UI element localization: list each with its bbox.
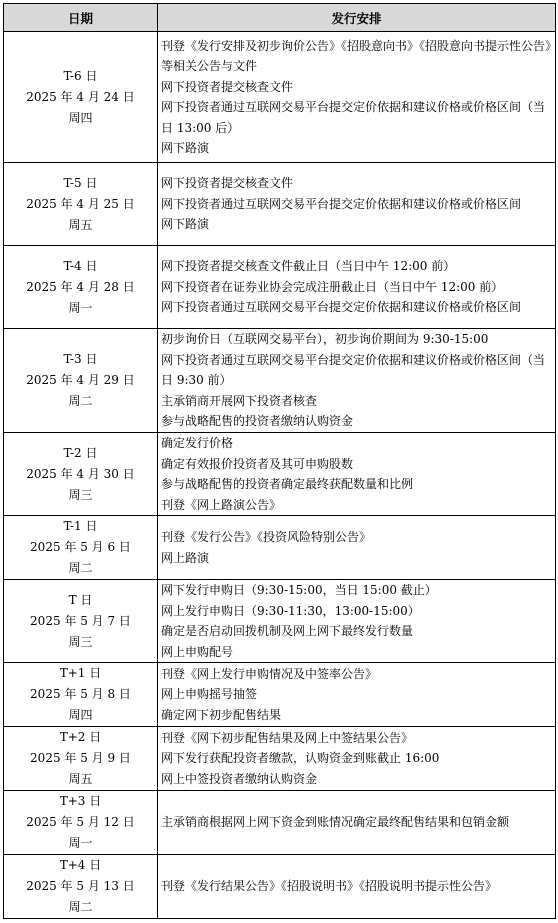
trade-day-label: T+4 日 (59, 858, 102, 872)
arrangement-item: 网上申购配号 (161, 644, 234, 659)
weekday-label: 周一 (68, 836, 93, 850)
arrangement-cell (158, 580, 556, 663)
arrangement-item: 网下投资者提交核查文件 (161, 176, 294, 191)
arrangement-item: 网下路演 (161, 141, 210, 155)
arrangement-item: 刊登《发行结果公告》《招股说明书》《招股说明书提示性公告》 (161, 879, 498, 894)
date-cell (4, 516, 158, 580)
weekday-label: 周四 (68, 708, 93, 722)
arrangement-item: 刊登《网上发行申购情况及中签率公告》 (161, 666, 378, 681)
trade-day-label: T-4 日 (63, 258, 98, 273)
date-cell (4, 163, 158, 246)
table-row (4, 433, 556, 516)
arrangement-item: 刊登《网下初步配售结果及网上中签结果公告》 (161, 730, 414, 745)
arrangement-item: 网下发行申购日（9:30-15:00，当日 15:00 截止） (161, 583, 437, 597)
date-cell (4, 433, 158, 516)
arrangement-item: 网下路演 (161, 217, 210, 232)
trade-day-label: T-2 日 (63, 445, 98, 460)
table-row (4, 516, 556, 580)
arrangement-item: 网上路演 (161, 550, 210, 565)
arrangement-cell (158, 791, 556, 855)
arrangement-item: 网上发行申购日（9:30-11:30，13:00-15:00） (161, 603, 420, 618)
arrangement-cell (158, 516, 556, 580)
trade-day-label: T 日 (68, 592, 93, 607)
weekday-label: 周二 (68, 900, 93, 914)
table-row (4, 329, 556, 433)
weekday-label: 周三 (68, 487, 93, 502)
arrangement-item: 确定是否启动回拨机制及网上网下最终发行数量 (161, 624, 414, 638)
arrangement-cell (158, 727, 556, 791)
calendar-date: 2025 年 4 月 30 日 (26, 466, 135, 481)
calendar-date: 2025 年 5 月 8 日 (30, 687, 131, 701)
arrangement-item: 刊登《网上路演公告》 (161, 497, 282, 512)
arrangement-item: 确定有效报价投资者及其可申购股数 (161, 456, 354, 471)
date-cell (4, 791, 158, 855)
calendar-date: 2025 年 5 月 9 日 (30, 751, 131, 765)
arrangement-item: 参与战略配售的投资者缴纳认购资金 (161, 414, 354, 429)
arrangement-cell (158, 32, 556, 163)
trade-day-label: T+1 日 (59, 666, 102, 680)
weekday-label: 周二 (68, 561, 93, 575)
trade-day-label: T+2 日 (59, 730, 102, 744)
arrangement-cell (158, 663, 556, 727)
calendar-date: 2025 年 5 月 12 日 (26, 815, 135, 829)
weekday-label: 周三 (68, 634, 93, 649)
calendar-date: 2025 年 5 月 13 日 (26, 879, 135, 893)
weekday-label: 周五 (68, 217, 93, 232)
weekday-label: 周二 (68, 394, 93, 408)
trade-day-label: T-5 日 (63, 175, 98, 190)
table-row (4, 32, 556, 163)
arrangement-item: 网上中签投资者缴纳认购资金 (161, 771, 318, 786)
date-cell (4, 246, 158, 329)
schedule-body (4, 32, 556, 919)
header-date: 日期 (4, 4, 158, 32)
trade-day-label: T-1 日 (63, 519, 98, 533)
arrangement-cell (158, 433, 556, 516)
arrangement-item: 参与战略配售的投资者确定最终获配数量和比例 (161, 477, 414, 491)
arrangement-item: 初步询价日（互联网交易平台），初步询价期间为 9:30-15:00 (161, 332, 489, 347)
arrangement-item: 刊登《发行安排及初步询价公告》《招股意向书》《招股意向书提示性公告》等相关公告与文件 (161, 38, 552, 73)
arrangement-item: 网下投资者通过互联网交易平台提交定价依据和建议价格或价格区间（当日 13:00 后） (161, 100, 546, 135)
calendar-date: 2025 年 5 月 7 日 (30, 613, 131, 628)
arrangement-cell (158, 163, 556, 246)
arrangement-item: 确定发行价格 (161, 436, 234, 450)
table-row (4, 855, 556, 919)
table-row (4, 791, 556, 855)
schedule-table (3, 3, 556, 919)
date-cell (4, 329, 158, 433)
weekday-label: 周四 (68, 110, 93, 125)
date-cell (4, 855, 158, 919)
calendar-date: 2025 年 4 月 28 日 (26, 279, 135, 294)
arrangement-item: 网下投资者通过互联网交易平台提交定价依据和建议价格或价格区间（当日 9:30 前） (161, 352, 546, 388)
arrangement-cell (158, 329, 556, 433)
date-cell (4, 32, 158, 163)
calendar-date: 2025 年 4 月 25 日 (26, 196, 135, 211)
arrangement-item: 网下投资者通过互联网交易平台提交定价依据和建议价格或价格区间 (161, 196, 522, 211)
header-arrangement: 发行安排 (158, 4, 556, 32)
arrangement-item: 网下投资者提交核查文件 (161, 79, 294, 94)
arrangement-item: 主承销商开展网下投资者核查 (161, 393, 318, 408)
date-cell (4, 580, 158, 663)
table-row (4, 727, 556, 791)
trade-day-label: T-3 日 (63, 352, 98, 366)
trade-day-label: T-6 日 (63, 68, 98, 83)
arrangement-item: 刊登《发行公告》《投资风险特别公告》 (161, 530, 372, 544)
arrangement-item: 网下投资者通过互联网交易平台提交定价依据和建议价格或价格区间 (161, 300, 522, 315)
arrangement-item: 网下投资者提交核查文件截止日（当日中午 12:00 前） (161, 259, 456, 274)
arrangement-item: 网上申购摇号抽签 (161, 687, 258, 702)
header-row (4, 4, 556, 32)
date-cell (4, 727, 158, 791)
arrangement-cell (158, 855, 556, 919)
weekday-label: 周一 (68, 300, 93, 315)
arrangement-item: 网下投资者在证券业协会完成注册截止日（当日中午 12:00 前） (161, 279, 504, 294)
arrangement-cell (158, 246, 556, 329)
arrangement-item: 网下发行获配投资者缴款，认购资金到账截止 16:00 (161, 751, 440, 766)
calendar-date: 2025 年 4 月 24 日 (26, 89, 135, 104)
table-row (4, 246, 556, 329)
trade-day-label: T+3 日 (59, 794, 102, 808)
arrangement-item: 主承销商根据网上网下资金到账情况确定最终配售结果和包销金额 (161, 815, 510, 830)
calendar-date: 2025 年 4 月 29 日 (26, 373, 135, 387)
table-row (4, 163, 556, 246)
table-row (4, 663, 556, 727)
weekday-label: 周五 (68, 772, 93, 786)
calendar-date: 2025 年 5 月 6 日 (30, 540, 131, 554)
table-row (4, 580, 556, 663)
arrangement-item: 确定网下初步配售结果 (161, 707, 282, 722)
date-cell (4, 663, 158, 727)
